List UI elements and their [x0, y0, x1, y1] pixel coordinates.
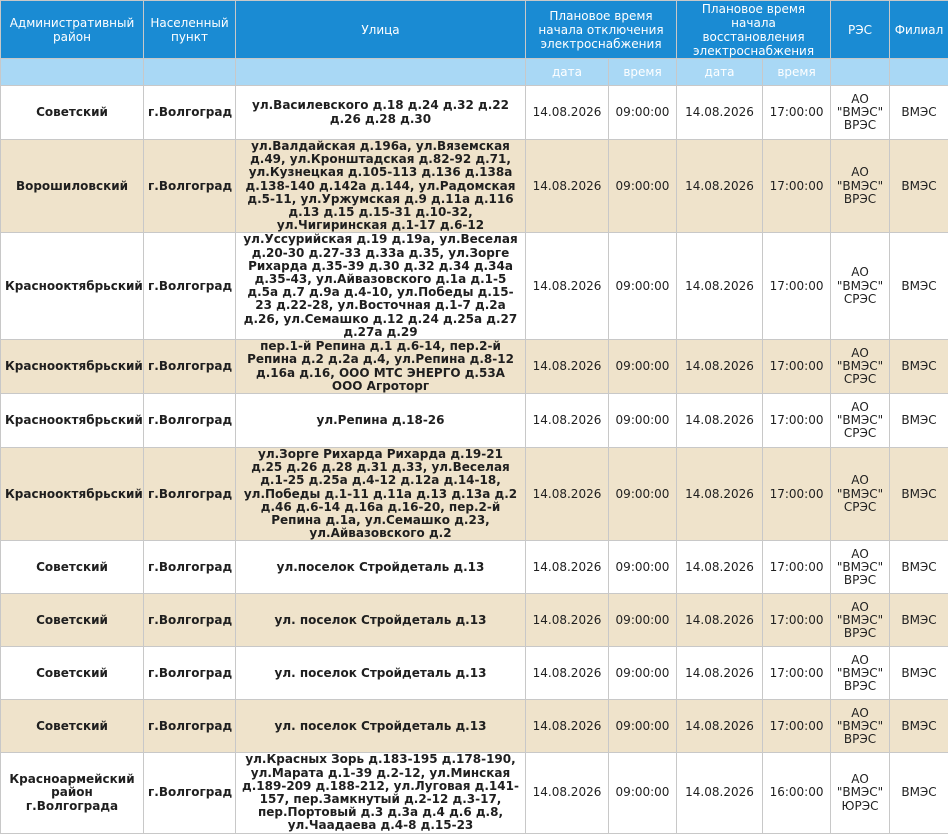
cell-on-time: 17:00:00 — [763, 700, 831, 753]
cell-district: Красноармейский район г.Волгограда — [1, 753, 144, 833]
cell-district: Краснооктябрьский — [1, 394, 144, 448]
cell-locality: г.Волгоград — [144, 647, 236, 700]
cell-branch: ВМЭС — [890, 394, 948, 448]
cell-res: АО "ВМЭС" ЮРЭС — [831, 753, 890, 833]
cell-off-date: 14.08.2026 — [526, 647, 609, 700]
cell-on-date: 14.08.2026 — [677, 340, 763, 394]
cell-res: АО "ВМЭС" СРЭС — [831, 394, 890, 448]
cell-district: Краснооктябрьский — [1, 233, 144, 340]
subheader-empty — [144, 59, 236, 86]
subheader-empty — [831, 59, 890, 86]
header-off-time: Плановое время начала отключения электроснабжения — [526, 1, 677, 59]
cell-on-date: 14.08.2026 — [677, 448, 763, 541]
cell-res: АО "ВМЭС" ВРЭС — [831, 86, 890, 140]
cell-on-time: 17:00:00 — [763, 541, 831, 594]
cell-off-date: 14.08.2026 — [526, 394, 609, 448]
header-res: РЭС — [831, 1, 890, 59]
cell-off-date: 14.08.2026 — [526, 340, 609, 394]
cell-res: АО "ВМЭС" СРЭС — [831, 233, 890, 340]
cell-off-time: 09:00:00 — [609, 86, 677, 140]
cell-district: Советский — [1, 647, 144, 700]
cell-district: Советский — [1, 700, 144, 753]
cell-branch: ВМЭС — [890, 594, 948, 647]
subheader-row — [1, 59, 948, 86]
cell-street: ул.Валдайская д.196а, ул.Вяземская д.49, ул.Кронштадская д.82-92 д.71, ул.Кузнецкая д.105-113 д.136 д.138а д.138-140 д.142а д.144, ул.Радомская д.5-11, ул.Уржумская д.9 д.11а д.116 д.13 д.15 д.15-31 д.10-32, ул.Чигиринская д.1-17 д.6-12 — [236, 140, 526, 233]
cell-off-time: 09:00:00 — [609, 448, 677, 541]
cell-on-date: 14.08.2026 — [677, 541, 763, 594]
header-district: Административный район — [1, 1, 144, 59]
cell-off-time: 09:00:00 — [609, 394, 677, 448]
cell-locality: г.Волгоград — [144, 753, 236, 833]
subheader-on-time: время — [763, 59, 831, 86]
cell-district: Краснооктябрьский — [1, 448, 144, 541]
cell-street: ул.Красных Зорь д.183-195 д.178-190, ул.Марата д.1-39 д.2-12, ул.Минская д.189-209 д.188-212, ул.Луговая д.141-157, пер.Замкнутый д.2-12 д.3-17, пер.Портовый д.3 д.3а д.4 д.6 д.8, ул.Чаадаева д.4-8 д.15-23 — [236, 753, 526, 833]
cell-branch: ВМЭС — [890, 647, 948, 700]
cell-locality: г.Волгоград — [144, 140, 236, 233]
cell-on-date: 14.08.2026 — [677, 233, 763, 340]
table-row — [1, 86, 948, 140]
cell-street: ул.Зорге Рихарда Рихарда д.19-21 д.25 д.26 д.28 д.31 д.33, ул.Веселая д.1-25 д.25а д.4-12 д.12а д.14-18, ул.Победы д.1-11 д.11а д.13 д.13а д.2 д.46 д.6-14 д.16а д.16-20, пер.2-й Репина д.1а, ул.Семашко д.23, ул.Айвазовского д.2 — [236, 448, 526, 541]
cell-res: АО "ВМЭС" СРЭС — [831, 340, 890, 394]
table-row — [1, 753, 948, 833]
cell-branch: ВМЭС — [890, 140, 948, 233]
cell-locality: г.Волгоград — [144, 233, 236, 340]
header-branch: Филиал — [890, 1, 948, 59]
cell-off-date: 14.08.2026 — [526, 700, 609, 753]
header-street: Улица — [236, 1, 526, 59]
cell-street: ул.поселок Стройдеталь д.13 — [236, 541, 526, 594]
cell-district: Советский — [1, 86, 144, 140]
table-row — [1, 647, 948, 700]
table-row — [1, 233, 948, 340]
table-row — [1, 140, 948, 233]
subheader-on-date: дата — [677, 59, 763, 86]
cell-branch: ВМЭС — [890, 700, 948, 753]
cell-res: АО "ВМЭС" ВРЭС — [831, 541, 890, 594]
header-on-time: Плановое время начала восстановления электроснабжения — [677, 1, 831, 59]
cell-branch: ВМЭС — [890, 448, 948, 541]
cell-on-date: 14.08.2026 — [677, 647, 763, 700]
subheader-empty — [236, 59, 526, 86]
cell-off-date: 14.08.2026 — [526, 753, 609, 833]
cell-on-date: 14.08.2026 — [677, 753, 763, 833]
cell-off-date: 14.08.2026 — [526, 140, 609, 233]
cell-off-date: 14.08.2026 — [526, 86, 609, 140]
cell-on-time: 16:00:00 — [763, 753, 831, 833]
subheader-off-date: дата — [526, 59, 609, 86]
cell-street: ул.Уссурийская д.19 д.19а, ул.Веселая д.20-30 д.27-33 д.33а д.35, ул.Зорге Рихарда д.35-39 д.30 д.32 д.34 д.34а д.35-43, ул.Айвазовского д.1а д.1-5 д.5а д.7 д.9а д.4-10, ул.Победы д.15-23 д.22-28, ул.Восточная д.1-7 д.2а д.26, ул.Семашко д.12 д.24 д.25а д.27 д.27а д.29 — [236, 233, 526, 340]
cell-off-time: 09:00:00 — [609, 594, 677, 647]
table-row — [1, 394, 948, 448]
table-row — [1, 594, 948, 647]
cell-off-date: 14.08.2026 — [526, 448, 609, 541]
cell-off-time: 09:00:00 — [609, 700, 677, 753]
cell-on-time: 17:00:00 — [763, 86, 831, 140]
cell-on-time: 17:00:00 — [763, 394, 831, 448]
cell-off-date: 14.08.2026 — [526, 541, 609, 594]
cell-locality: г.Волгоград — [144, 700, 236, 753]
cell-branch: ВМЭС — [890, 86, 948, 140]
cell-res: АО "ВМЭС" ВРЭС — [831, 594, 890, 647]
cell-off-time: 09:00:00 — [609, 541, 677, 594]
cell-locality: г.Волгоград — [144, 448, 236, 541]
cell-off-time: 09:00:00 — [609, 753, 677, 833]
cell-on-time: 17:00:00 — [763, 647, 831, 700]
cell-on-time: 17:00:00 — [763, 594, 831, 647]
cell-street: ул.Репина д.18-26 — [236, 394, 526, 448]
cell-off-date: 14.08.2026 — [526, 233, 609, 340]
cell-locality: г.Волгоград — [144, 594, 236, 647]
cell-res: АО "ВМЭС" ВРЭС — [831, 140, 890, 233]
cell-on-time: 17:00:00 — [763, 233, 831, 340]
cell-on-date: 14.08.2026 — [677, 594, 763, 647]
cell-branch: ВМЭС — [890, 233, 948, 340]
table-row — [1, 340, 948, 394]
cell-locality: г.Волгоград — [144, 86, 236, 140]
subheader-empty — [1, 59, 144, 86]
cell-off-time: 09:00:00 — [609, 140, 677, 233]
subheader-empty — [890, 59, 948, 86]
header-locality: Населенный пункт — [144, 1, 236, 59]
cell-off-date: 14.08.2026 — [526, 594, 609, 647]
cell-branch: ВМЭС — [890, 753, 948, 833]
cell-locality: г.Волгоград — [144, 541, 236, 594]
cell-street: пер.1-й Репина д.1 д.6-14, пер.2-й Репина д.2 д.2а д.4, ул.Репина д.8-12 д.16а д.16, ООО МТС ЭНЕРГО д.53А ООО Агроторг — [236, 340, 526, 394]
cell-res: АО "ВМЭС" СРЭС — [831, 448, 890, 541]
cell-on-time: 17:00:00 — [763, 340, 831, 394]
cell-on-date: 14.08.2026 — [677, 394, 763, 448]
cell-locality: г.Волгоград — [144, 394, 236, 448]
table-row — [1, 448, 948, 541]
cell-res: АО "ВМЭС" ВРЭС — [831, 700, 890, 753]
cell-branch: ВМЭС — [890, 340, 948, 394]
cell-on-date: 14.08.2026 — [677, 86, 763, 140]
cell-street: ул.Василевского д.18 д.24 д.32 д.22 д.26 д.28 д.30 — [236, 86, 526, 140]
cell-street: ул. поселок Стройдеталь д.13 — [236, 700, 526, 753]
cell-on-time: 17:00:00 — [763, 140, 831, 233]
table-row — [1, 700, 948, 753]
cell-off-time: 09:00:00 — [609, 647, 677, 700]
table-row — [1, 541, 948, 594]
cell-district: Советский — [1, 541, 144, 594]
cell-on-time: 17:00:00 — [763, 448, 831, 541]
cell-district: Ворошиловский — [1, 140, 144, 233]
cell-locality: г.Волгоград — [144, 340, 236, 394]
cell-on-date: 14.08.2026 — [677, 140, 763, 233]
cell-district: Краснооктябрьский — [1, 340, 144, 394]
subheader-off-time: время — [609, 59, 677, 86]
cell-branch: ВМЭС — [890, 541, 948, 594]
header-row — [1, 1, 948, 59]
cell-street: ул. поселок Стройдеталь д.13 — [236, 594, 526, 647]
cell-street: ул. поселок Стройдеталь д.13 — [236, 647, 526, 700]
cell-off-time: 09:00:00 — [609, 233, 677, 340]
cell-on-date: 14.08.2026 — [677, 700, 763, 753]
cell-off-time: 09:00:00 — [609, 340, 677, 394]
cell-res: АО "ВМЭС" ВРЭС — [831, 647, 890, 700]
cell-district: Советский — [1, 594, 144, 647]
